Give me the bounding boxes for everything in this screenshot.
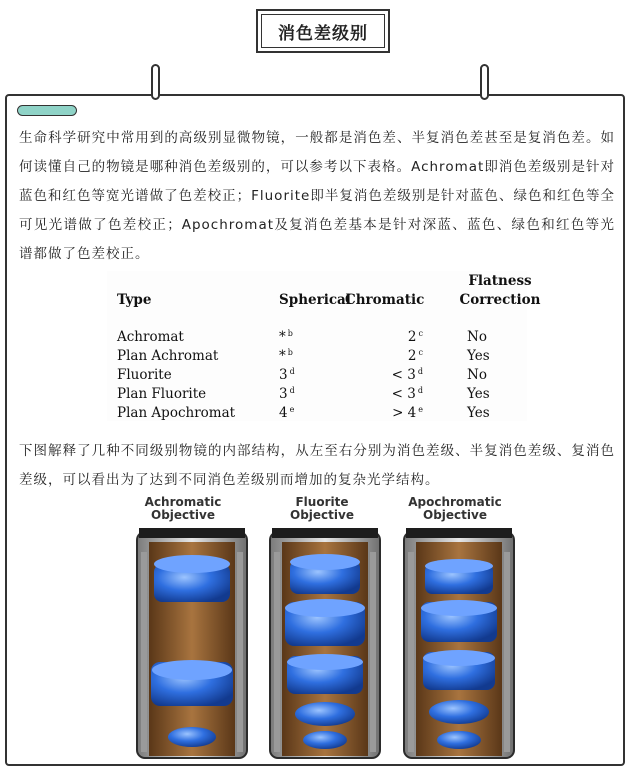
table-header-correction: Correction [459,292,541,308]
table-cell-type: Achromat [117,329,184,345]
content-card [5,94,625,766]
table-cell-type: Plan Apochromat [117,405,236,421]
achromatic-objective-illustration [137,528,247,758]
table-cell-chromatic: > 4 $^e$ [392,405,423,421]
intro-paragraph: 生命科学研究中常用到的高级别显微物镜，一般都是消色差、半复消色差甚至是复消色差。如何读懂自己的物镜是哪种消色差级别的，可以参考以下表格。Achromat即消色差级别是针对蓝色和红色等宽光谱做了色差校正；Fluorite即半复消色差级别是针对蓝色、绿色和红色等全可见光谱做了色差校正；Apochromat及复消色差基本是针对深蓝、蓝色、绿色和红色等光谱都做了色差校正。 [19,130,615,262]
table-cell-spherical: * $^b$ [279,329,293,345]
right-hanger-pin [480,64,489,100]
table-header-type: Type [117,292,152,308]
correction-table [107,271,541,421]
left-hanger-pin [151,64,160,100]
table-cell-spherical: 3 $^d$ [279,386,295,402]
objectives-figure [125,492,519,760]
objective-label-fluorite: Fluorite Objective [290,495,354,522]
objective-label-achromatic: Achromatic Objective [144,495,222,522]
fluorite-objective-illustration [270,528,380,758]
table-header-spherical: Spherical [279,292,351,308]
table-header-flatness: Flatness [468,273,532,289]
teal-accent-bar [17,105,77,116]
table-cell-chromatic: < 3 $^d$ [391,386,423,402]
apochromatic-objective-illustration [404,528,514,758]
figure-intro-paragraph: 下图解释了几种不同级别物镜的内部结构，从左至右分别为消色差级、半复消色差级、复消色差级，可以看出为了达到不同消色差级别而增加的复杂光学结构。 [19,443,615,488]
table-cell-type: Plan Achromat [117,348,219,364]
table-cell-flatness: No [467,367,487,383]
table-cell-flatness: Yes [467,386,490,402]
table-cell-spherical: 4 $^e$ [279,405,295,421]
table-cell-type: Fluorite [117,367,172,383]
section-title: 消色差级别 [261,14,385,48]
table-cell-chromatic: < 3 $^d$ [391,367,423,383]
table-cell-flatness: No [467,329,487,345]
table-cell-type: Plan Fluorite [117,386,207,402]
table-cell-flatness: Yes [467,405,490,421]
table-cell-chromatic: 2 $^c$ [407,348,423,364]
table-cell-chromatic: 2 $^c$ [407,329,423,345]
table-cell-flatness: Yes [467,348,490,364]
table-cell-spherical: 3 $^d$ [279,367,295,383]
objective-label-apochromatic: Apochromatic Objective [408,495,502,522]
section-title-box [256,9,390,53]
table-header-chromatic: Chromatic [345,292,425,308]
objective-cross-sections [125,492,519,760]
table-cell-spherical: * $^b$ [279,348,293,364]
